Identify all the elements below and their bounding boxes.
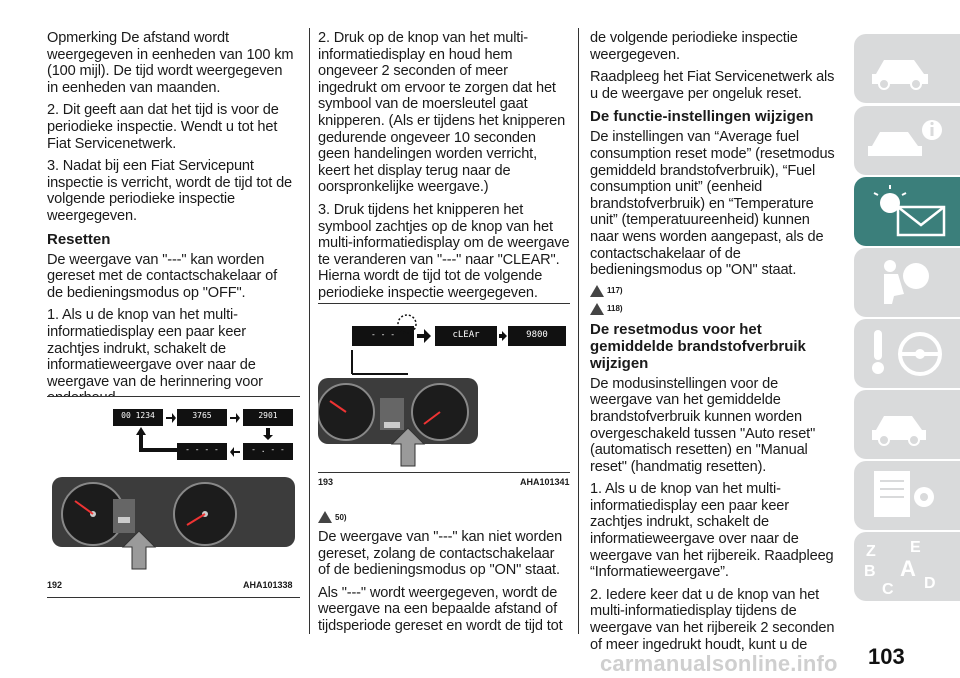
- figure-193-code: AHA101341: [520, 477, 570, 487]
- column-divider-1: [309, 28, 310, 634]
- note-paragraph: Opmerking De afstand wordt weergegeven in eenheden van 100 km (100 mijl). De tijd wordt weergegeven in eenheden van maanden.: [47, 30, 294, 96]
- tab-warning-lights[interactable]: [854, 177, 960, 246]
- column-2: [318, 30, 570, 308]
- index-letter: Z: [866, 543, 876, 560]
- car-view-icon: [868, 44, 938, 94]
- reset-mode-paragraph: De modusinstellingen voor de weergave van het gemiddelde brandstofverbruik kunnen worden overgeschakeld tussen "Auto reset" (automatisch resetten) en "Manual reset" (handmatig resetten).: [590, 375, 816, 475]
- fig192-display-5: - . - -: [251, 445, 285, 454]
- reset-step-1: 1. Als u de knop van het multi-informatiedisplay een paar keer zachtjes indrukt, schakelt de informatieweergave over naar de weergave van de herinnering voor: [47, 307, 263, 390]
- reset-paragraph: De weergave van "---" kan worden gereset met de contactschakelaar of de bedieningsmodus op "OFF".: [47, 251, 278, 301]
- step-2-paragraph: 2. Dit geeft aan dat het tijd is voor de periodieke inspectie. Wendt u tot het Fiat Servicenetwerk.: [47, 102, 279, 152]
- fig192-display-4: - - - -: [185, 445, 219, 454]
- figure-192-number: 192: [47, 580, 63, 590]
- warning-triangle-icon: [590, 303, 604, 315]
- tab-airbag[interactable]: [854, 248, 960, 317]
- heading-resetten: Resetten: [47, 230, 111, 248]
- instrument-cluster-illustration: [47, 397, 300, 597]
- steering-wheel-icon: [868, 326, 948, 381]
- warning-ref-117: 117): [590, 285, 840, 297]
- step-3-clear-paragraph: 3. Druk tijdens het knipperen het symbool zachtjes op de knop van het multi-informatiedisplay om de weergave te veranderen van "---" naar "CLEAR". Hierna wordt de tijd tot de volgende periodieke inspectie weergegeven.: [318, 201, 570, 301]
- heading-function-settings: De functie-instellingen wijzigen: [590, 108, 814, 126]
- index-letter: A: [900, 556, 916, 581]
- column-1: [47, 30, 295, 413]
- page-number: 103: [868, 644, 905, 669]
- tab-car-info[interactable]: [854, 106, 960, 175]
- warning-ref-118: 118): [590, 303, 840, 315]
- figure-193-number: 193: [318, 477, 334, 487]
- service-paragraph: Raadpleeg het Fiat Servicenetwerk als u de weergave per ongeluk reset.: [590, 69, 835, 102]
- airbag-icon: [870, 256, 940, 311]
- warning-light-icon: [868, 183, 948, 238]
- mode-step-1: 1. Als u de knop van het multi-informatiedisplay een paar keer zachtjes indrukt, schakelt de informatieweergave over naar de weergave van het rijbereik. Raadpleeg “Informatieweergave”.: [590, 481, 834, 581]
- mode-step-2: 2. Iedere keer dat u de knop van het multi-informatiedisplay tijdens de weergave van het rijbereik 2 seconden of meer ingedrukt houdt, kunt u de: [590, 586, 835, 653]
- tab-specifications[interactable]: [854, 532, 960, 601]
- maintenance-icon: [866, 467, 946, 522]
- fig192-display-1: 00 1234: [121, 411, 155, 420]
- index-letter: C: [882, 581, 894, 596]
- index-letter: D: [924, 575, 936, 592]
- tab-steering[interactable]: [854, 319, 960, 388]
- fig192-display-2: 3765: [192, 411, 212, 420]
- column-divider-2: [578, 28, 579, 634]
- continued-paragraph: de volgende periodieke inspectie weergegeven.: [590, 30, 798, 63]
- heading-reset-mode: De resetmodus voor het gemiddelde brandstofverbruik wijzigen: [590, 320, 806, 372]
- fig193-display-dashes: - - -: [370, 330, 396, 339]
- step-3-paragraph: 3. Nadat bij een Fiat Servicepunt inspectie is verricht, wordt de tijd tot de volgende periodieke inspectie weergegeven.: [47, 158, 293, 224]
- tab-car-view[interactable]: [854, 34, 960, 103]
- figure-193: [318, 303, 570, 473]
- car-info-icon: [866, 116, 946, 166]
- tab-breakdown[interactable]: [854, 390, 960, 459]
- index-letters-icon: [862, 536, 942, 596]
- fig193-display-distance: 9800: [526, 330, 548, 340]
- figure-192: [47, 396, 300, 598]
- warning-ref-50: 50): [318, 511, 570, 523]
- column-2-lower: [318, 508, 570, 641]
- index-letter: E: [910, 539, 921, 556]
- car-breakdown-icon: [868, 402, 938, 452]
- figure-192-code: AHA101338: [243, 580, 293, 590]
- column-3: [590, 30, 840, 659]
- step-2-hold-paragraph: 2. Druk op de knop van het multi-informatiedisplay en houd hem ongeveer 2 seconden of meer ingedrukt om ervoor te zorgen dat het symbool van de moersleutel gaat knipperen. (Als er tijdens het knipperen gedurende ongeveer 10 seconden geen handelingen worden verricht, keert het display terug naar de oorspronkelijke weergave.): [318, 30, 566, 196]
- settings-paragraph: De instellingen van “Average fuel consumption reset mode” (resetmodus gemiddeld brandstofverbruik), “Fuel consumption unit” (eenheid brandstofverbruik) en “Temperature unit” (temperatuureenheid) kunnen naar wens worden aangepast, als de contactschakelaar of de bedieningsmodus op "ON" staat.: [590, 129, 835, 279]
- cannot-reset-paragraph: De weergave van "---" kan niet worden gereset, zolang de contactschakelaar of de bedieningsmodus op "ON" staat.: [318, 529, 563, 579]
- index-letter: B: [864, 563, 876, 580]
- auto-reset-paragraph: Als "---" wordt weergegeven, wordt de weergave na een bepaalde afstand of tijdsperiode gereset en wordt de tijd tot: [318, 584, 563, 634]
- warning-triangle-icon: [318, 511, 332, 523]
- footer-watermark: carmanualsonline.info: [600, 651, 838, 676]
- tab-maintenance[interactable]: [854, 461, 960, 530]
- fig193-display-clear: cLEAr: [452, 330, 480, 340]
- warning-triangle-icon: [590, 285, 604, 297]
- fig192-display-3: 2901: [258, 411, 278, 420]
